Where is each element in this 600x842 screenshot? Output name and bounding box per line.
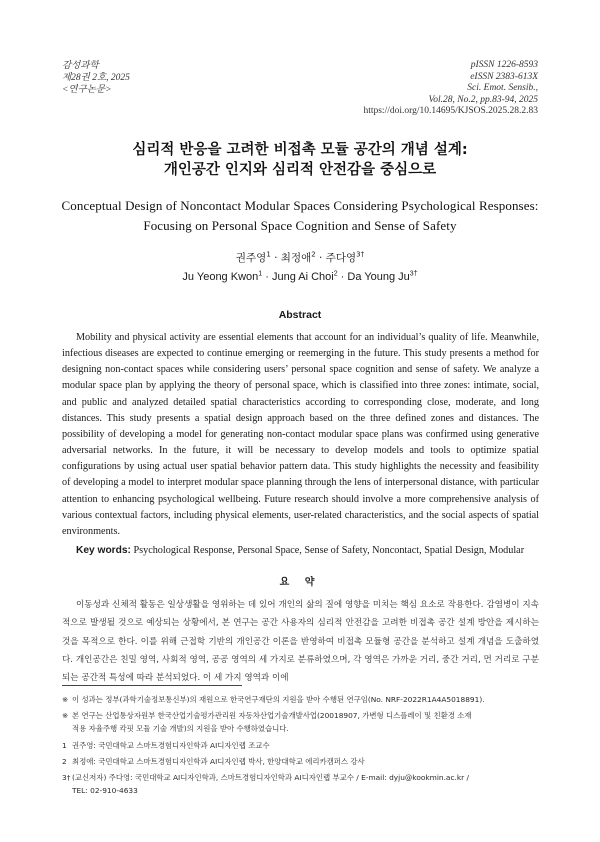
author-separator: · (262, 271, 272, 283)
footnote-mark: 2 (62, 757, 67, 766)
authors-english (0, 271, 600, 283)
footnote-divider (62, 685, 242, 686)
title-korean-line2: 개인공간 인지와 심리적 안전감을 중심으로 (163, 162, 437, 178)
journal-abbrev: Sci. Emot. Sensib., (467, 83, 538, 93)
author-en-1-affil: 1 (258, 270, 263, 278)
author-en-3-affil: 3† (409, 270, 418, 278)
footnote-mark: 3† (62, 773, 71, 782)
footnote-text: (교신저자) 주다영: 국민대학교 AI디자인학과, 스마트경험디자인학과 AI디자인랩 부교수 / E-mail: dyju@kookmin.ac.kr / (72, 773, 470, 782)
footnote-text: 최정애: 국민대학교 스마트경험디자인학과 AI디자인랩 박사, 한양대학교 에리카캠퍼스 강사 (72, 757, 365, 766)
volume-info: Vol.28, No.2, pp.83-94, 2025 (428, 94, 538, 105)
journal-header-right (363, 60, 538, 118)
title-english-line1: Conceptual Design of Noncontact Modular Spaces Considering Psychological Responses: (61, 198, 539, 213)
footnote-funding-2 (62, 710, 542, 735)
footnote-corresponding-author (62, 772, 542, 797)
summary-text: 이동성과 신체적 활동은 일상생활을 영위하는 데 있어 개인의 삶의 질에 영향을 미치는 핵심 요소로 작용한다. 감염병이 지속적으로 발생될 것으로 예상되는 상황에서, 본 연구는 공간 사용자의 심리적 안전감을 고려한 비접촉 공간 설계 방안을 제시하는 것을 목적으로 한다. 이를 위해 근접학 기반의 개인공간 이론을 반영하여 비접촉 모듈형 공간을 분석하고 설계 개념을 도출하였다. 개인공간은 친밀 영역, 사회적 영역, 공공 영역의 세 가지로 분류하였으며, 각 영역은 가까운 거리, 중간 거리, 먼 거리로 구분되는 공간적 특성에 따라 분석되었다. 이 세 가지 영역과 이에 (62, 600, 539, 684)
title-korean-line1: 심리적 반응을 고려한 비접촉 모듈 공간의 개념 설계: (132, 142, 468, 158)
author-ko-1-affil: 1 (266, 250, 271, 259)
keywords (76, 545, 546, 556)
footnote-text-continued: 적용 자율주행 칵핏 모듈 기술 개발)의 지원을 받아 수행하였습니다. (72, 723, 289, 733)
footnote-mark: ※ (62, 711, 69, 720)
footnote-author-2 (62, 756, 542, 769)
title-korean (0, 140, 600, 180)
summary-heading: 요 약 (279, 577, 321, 588)
article-type: <연구논문> (62, 85, 112, 95)
doi-link[interactable]: https://doi.org/10.14695/KJSOS.2025.28.2.83 (363, 106, 538, 116)
author-en-3: Da Young Ju (347, 271, 410, 283)
footnote-text: 본 연구는 산업통상자원부 한국산업기술평가관리원 자동차산업기술개발사업(20018907, 가변형 디스플레이 및 친환경 소재 (72, 711, 472, 720)
pissn: pISSN 1226-8593 (470, 60, 538, 70)
author-en-2-affil: 2 (333, 270, 338, 278)
footnote-mark: 1 (62, 741, 67, 750)
journal-header-left (62, 60, 130, 96)
author-en-2: Jung Ai Choi (271, 271, 334, 283)
footnote-author-1 (62, 740, 542, 753)
journal-name-ko: 감성과학 (62, 61, 99, 71)
abstract-heading: Abstract (278, 309, 322, 321)
author-separator: · (337, 271, 348, 283)
title-english-line2: Focusing on Personal Space Cognition and Sense of Safety (143, 218, 457, 233)
keywords-text: Psychological Response, Personal Space, Sense of Safety, Noncontact, Spatial Design, Modular (133, 545, 525, 556)
author-ko-2: 최정애 (280, 252, 312, 264)
authors-korean (0, 250, 600, 265)
author-ko-3: 주다영 (325, 252, 357, 264)
author-ko-3-affil: 3† (356, 250, 365, 259)
footnote-funding-1 (62, 694, 542, 707)
journal-issue-ko: 제28권 2호, 2025 (62, 73, 130, 83)
footnote-mark: ※ (62, 695, 69, 704)
footnote-text: 권주영: 국민대학교 스마트경험디자인학과 AI디자인랩 조교수 (72, 741, 270, 750)
title-english (40, 196, 560, 236)
author-separator: · (315, 252, 326, 264)
author-en-1: Ju Yeong Kwon (182, 271, 259, 283)
footnote-text: 이 성과는 정부(과학기술정보통신부)의 재원으로 한국연구재단의 지원을 받아 수행된 연구임(No. NRF-2022R1A4A5018891). (72, 695, 485, 704)
eissn: eISSN 2383-613X (470, 71, 538, 82)
author-ko-2-affil: 2 (311, 250, 316, 259)
footnote-text-continued: TEL: 02-910-4633 (72, 785, 138, 795)
author-separator: · (270, 252, 281, 264)
abstract-text: Mobility and physical activity are essential elements that account for an individual’s quality of life. Meanwhile, infectious diseases are expected to continue emerging or reemerging in the future. This study presents a method for designing non-contact spaces while considering users’ personal space cognition and sense of safety. We analyze a modular space plan by applying the theory of personal space, which is classified into three zones: intimate, social, and public and analyzed detailed spatial characteristics according to corresponding close, moderate, and long distances. This study presents a spatial design approach based on the three defined zones and distances. The possibility of developing a model for generating non-contact modular space plans was confirmed using generative adversarial networks. In the future, it will be necessary to develop models and tools to optimize spatial configurations by using actual user spatial behavior pattern data. This study highlights the necessity and feasibility of developing a model to interpret modular space planning through the lens of interpersonal distance, with particular attention to enhancing psychological wellbeing. Future research should involve a more comprehensive analysis of various contextual factors, including physical elements, user-related characteristics, and the social aspects of spatial environments. (62, 332, 539, 537)
keywords-label: Key words: (76, 545, 131, 556)
author-ko-1: 권주영 (235, 252, 267, 264)
